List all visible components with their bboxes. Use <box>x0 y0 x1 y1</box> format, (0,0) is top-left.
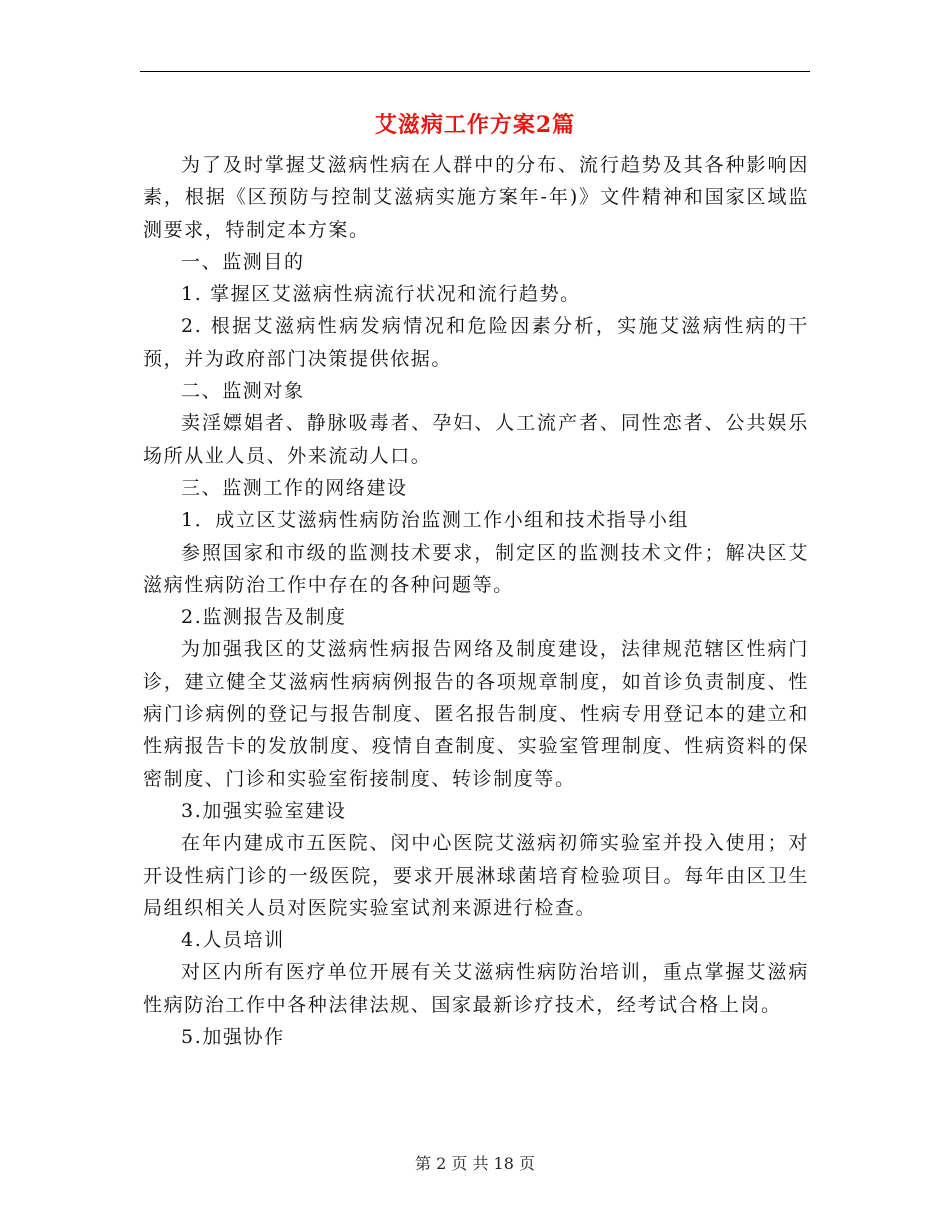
document-body <box>143 149 809 1053</box>
page-number: 第 2 页 共 18 页 <box>415 1154 535 1173</box>
paragraph: 为了及时掌握艾滋病性病在人群中的分布、流行趋势及其各种影响因素，根据《区预防与控制艾滋病实施方案年-年)》文件精神和国家区域监测要求，特制定本方案。 <box>143 154 809 241</box>
section-heading: 二、监测对象 <box>181 380 305 403</box>
subsection-heading: 1．成立区艾滋病性病防治监测工作小组和技术指导小组 <box>181 509 690 532</box>
subsection-heading: 2.监测报告及制度 <box>181 606 347 629</box>
section-heading: 三、监测工作的网络建设 <box>181 476 408 499</box>
header-rule <box>140 71 810 72</box>
paragraph: 2. 根据艾滋病性病发病情况和危险因素分析，实施艾滋病性病的干预，并为政府部门决策提供依据。 <box>143 315 809 370</box>
paragraph: 卖淫嫖娼者、静脉吸毒者、孕妇、人工流产者、同性恋者、公共娱乐场所从业人员、外来流动人口。 <box>143 412 809 467</box>
subsection-heading: 5.加强协作 <box>181 1026 285 1049</box>
paragraph: 对区内所有医疗单位开展有关艾滋病性病防治培训，重点掌握艾滋病性病防治工作中各种法律法规、国家最新诊疗技术，经考试合格上岗。 <box>143 961 809 1016</box>
subsection-heading: 4.人员培训 <box>181 929 285 952</box>
paragraph: 在年内建成市五医院、闵中心医院艾滋病初筛实验室并投入使用；对开设性病门诊的一级医院，要求开展淋球菌培育检验项目。每年由区卫生局组织相关人员对医院实验室试剂来源进行检查。 <box>143 832 809 919</box>
paragraph: 参照国家和市级的监测技术要求，制定区的监测技术文件；解决区艾滋病性病防治工作中存在的各种问题等。 <box>143 541 809 596</box>
paragraph: 1. 掌握区艾滋病性病流行状况和流行趋势。 <box>181 283 581 306</box>
document-title: 艾滋病工作方案2篇 <box>374 112 576 138</box>
section-heading: 一、监测目的 <box>181 250 305 273</box>
subsection-heading: 3.加强实验室建设 <box>181 799 347 822</box>
paragraph: 为加强我区的艾滋病性病报告网络及制度建设，法律规范辖区性病门诊，建立健全艾滋病性病病例报告的各项规章制度，如首诊负责制度、性病门诊病例的登记与报告制度、匿名报告制度、性病专用登记本的建立和性病报告卡的发放制度、疫情自查制度、实验室管理制度、性病资料的保密制度、门诊和实验室衔接制度、转诊制度等。 <box>143 638 809 790</box>
